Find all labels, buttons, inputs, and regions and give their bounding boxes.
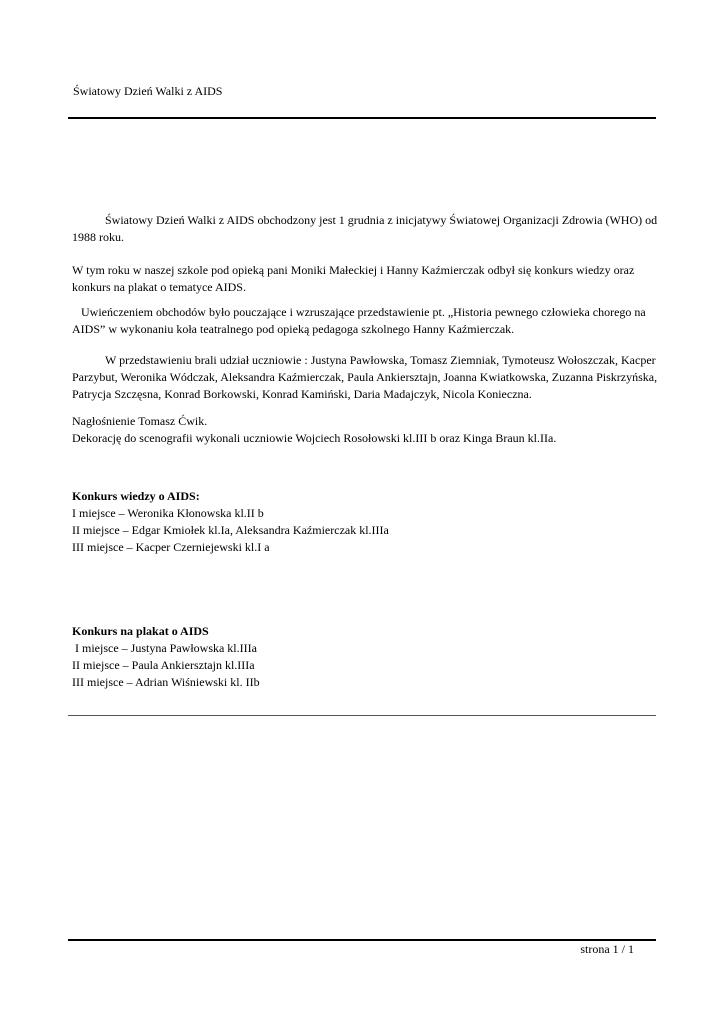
intro-paragraph	[72, 212, 662, 246]
contest-paragraph	[72, 262, 662, 296]
cast-paragraph	[72, 352, 662, 403]
document-header-title: Światowy Dzień Walki z AIDS	[73, 84, 223, 98]
performance-paragraph	[72, 304, 662, 338]
paragraph-text: Światowy Dzień Walki z AIDS obchodzony jest 1 grudnia z inicjatywy Światowej Organizacji Zdrowia (WHO) od 1988 roku.	[72, 213, 658, 244]
result-line: II miejsce – Paula Ankiersztajn kl.IIIa	[72, 658, 255, 672]
result-line: III miejsce – Kacper Czerniejewski kl.I a	[72, 540, 270, 554]
knowledge-contest-section	[72, 488, 662, 556]
result-line: III miejsce – Adrian Wiśniewski kl. IIb	[72, 675, 260, 689]
credits-block	[72, 413, 662, 447]
result-line: I miejsce – Justyna Pawłowska kl.IIIa	[72, 641, 257, 655]
sound-credit: Nagłośnienie Tomasz Ćwik.	[72, 414, 208, 428]
result-line: II miejsce – Edgar Kmiołek kl.Ia, Aleksandra Kaźmierczak kl.IIIa	[72, 523, 389, 537]
paragraph-text: W tym roku w naszej szkole pod opieką pani Moniki Małeckiej i Hanny Kaźmierczak odbył się konkurs wiedzy oraz konkurs na plakat o tematyce AIDS.	[72, 263, 635, 294]
decoration-credit: Dekorację do scenografii wykonali uczniowie Wojciech Rosołowski kl.III b oraz Kinga Braun kl.IIa.	[72, 431, 557, 445]
header-divider	[68, 117, 656, 119]
paragraph-text: Uwieńczeniem obchodów było pouczające i wzruszające przedstawienie pt. „Historia pewnego człowieka chorego na AIDS” w wykonaniu koła teatralnego pod opieką pedagoga szkolnego Hanny Kaźmierczak.	[72, 305, 646, 336]
page-number: strona 1 / 1	[580, 942, 634, 956]
knowledge-contest-heading: Konkurs wiedzy o AIDS:	[72, 489, 200, 503]
paragraph-text: W przedstawieniu brali udział uczniowie : Justyna Pawłowska, Tomasz Ziemniak, Tymoteusz Wołoszczak, Kacper Parzybut, Weronika Wódczak, Aleksandra Kaźmierczak, Paula Ankiersztajn, Joanna Kwiatkowska, Zuzanna Piskrzyńska, Patrycja Szczęsna, Konrad Borkowski, Konrad Kamiński, Daria Madajczyk, Nicola Konieczna.	[72, 353, 658, 401]
poster-contest-heading: Konkurs na plakat o AIDS	[72, 624, 209, 638]
content-divider	[68, 715, 656, 716]
footer-divider	[68, 939, 656, 941]
result-line: I miejsce – Weronika Kłonowska kl.II b	[72, 506, 264, 520]
poster-contest-section	[72, 623, 662, 691]
